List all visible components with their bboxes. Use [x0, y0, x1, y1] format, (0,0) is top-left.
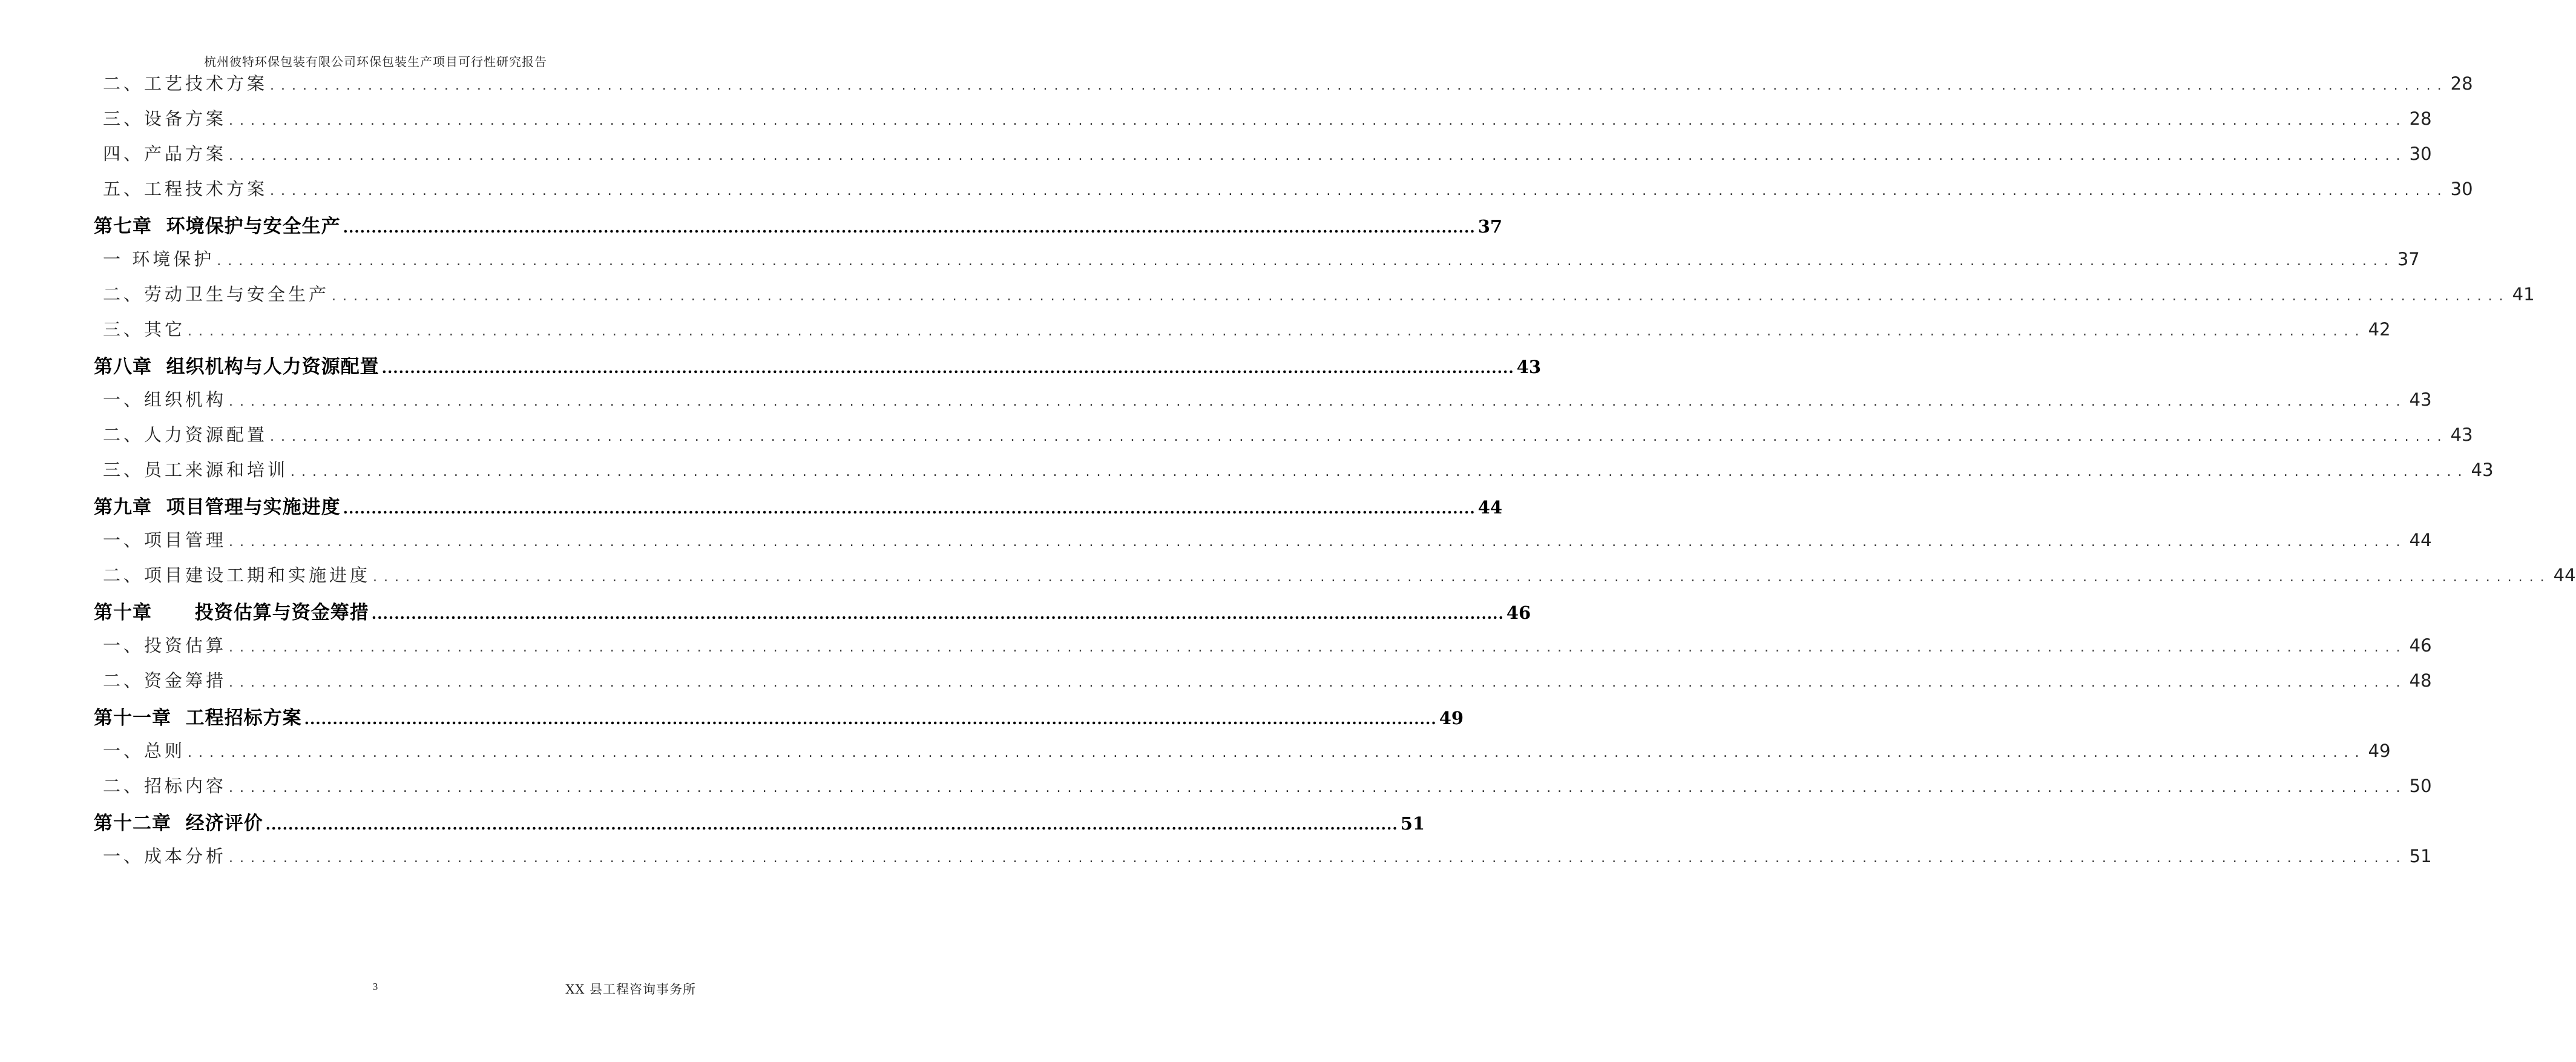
toc-chapter-label: 第八章 组织机构与人力资源配置	[94, 356, 380, 378]
toc-leader-dots: ........................................................................................................................................................................................................	[343, 219, 1476, 236]
toc-entry-page: 44	[2409, 530, 2432, 550]
toc-leader-dots: ........................................................................................................................................................................................................	[229, 535, 2407, 550]
toc-entry[interactable]	[103, 386, 2432, 411]
toc-entry-page: 43	[2409, 389, 2432, 410]
toc-chapter-entry[interactable]	[94, 597, 1531, 624]
toc-entry-label: 一、成本分析	[103, 846, 227, 866]
toc-entry-label: 四、产品方案	[103, 143, 227, 164]
toc-entry[interactable]	[103, 527, 2432, 552]
toc-entry-label: 三、设备方案	[103, 108, 227, 129]
toc-leader-dots: ........................................................................................................................................................................................................	[217, 254, 2395, 269]
toc-entry-page: 41	[2512, 284, 2535, 305]
toc-entry-page: 51	[2409, 846, 2432, 866]
toc-entry-label: 一 环境保护	[103, 249, 215, 269]
toc-entry[interactable]	[103, 246, 2420, 271]
toc-entry-page: 37	[2397, 249, 2420, 269]
toc-leader-dots: ........................................................................................................................................................................................................	[373, 570, 2551, 585]
toc-chapter-page: 51	[1400, 813, 1425, 834]
toc-entry-page: 28	[2450, 73, 2473, 94]
toc-leader-dots: ........................................................................................................................................................................................................	[270, 429, 2448, 444]
toc-leader-dots: ........................................................................................................................................................................................................	[371, 605, 1504, 622]
toc-entry-label: 二、资金筹措	[103, 670, 227, 691]
toc-chapter-page: 37	[1477, 216, 1503, 237]
toc-leader-dots: ........................................................................................................................................................................................................	[265, 816, 1398, 833]
toc-leader-dots: ........................................................................................................................................................................................................	[291, 464, 2469, 480]
toc-chapter-page: 43	[1516, 357, 1542, 377]
toc-entry-label: 三、员工来源和培训	[103, 460, 289, 480]
toc-entry-label: 二、劳动卫生与安全生产	[103, 284, 330, 305]
toc-leader-dots: ........................................................................................................................................................................................................	[229, 113, 2407, 128]
toc-entry[interactable]	[103, 632, 2432, 657]
toc-chapter-entry[interactable]	[94, 808, 1425, 835]
toc-entry-page: 43	[2471, 460, 2494, 480]
toc-entry-label: 二、招标内容	[103, 776, 227, 796]
toc-leader-dots: ........................................................................................................................................................................................................	[229, 675, 2407, 690]
toc-entry-page: 28	[2409, 108, 2432, 129]
toc-entry-page: 49	[2368, 740, 2391, 761]
toc-entry-label: 五、工程技术方案	[103, 179, 268, 199]
page-header-title: 杭州彼特环保包装有限公司环保包装生产项目可行性研究报告	[204, 54, 547, 69]
toc-entry[interactable]	[103, 140, 2432, 165]
toc-entry-label: 一、投资估算	[103, 635, 227, 656]
toc-entry[interactable]	[103, 843, 2432, 868]
toc-chapter-page: 49	[1439, 708, 1464, 728]
toc-chapter-entry[interactable]	[94, 351, 1542, 378]
toc-entry[interactable]	[103, 281, 2535, 306]
toc-leader-dots: ........................................................................................................................................................................................................	[229, 780, 2407, 796]
toc-leader-dots: ........................................................................................................................................................................................................	[229, 851, 2407, 866]
toc-leader-dots: ........................................................................................................................................................................................................	[270, 183, 2448, 199]
toc-chapter-entry[interactable]	[94, 211, 1503, 238]
toc-entry[interactable]	[103, 773, 2432, 797]
toc-chapter-page: 44	[1477, 497, 1503, 518]
toc-entry-label: 二、人力资源配置	[103, 424, 268, 445]
toc-leader-dots: ........................................................................................................................................................................................................	[188, 745, 2366, 760]
toc-entry-page: 50	[2409, 776, 2432, 796]
toc-entry[interactable]	[103, 562, 2576, 587]
toc-entry-label: 一、总则	[103, 740, 186, 761]
toc-chapter-label: 第十章 投资估算与资金筹措	[94, 602, 369, 624]
toc-entry[interactable]	[103, 316, 2391, 341]
page-number: 3	[372, 981, 378, 992]
toc-entry-page: 30	[2450, 179, 2473, 199]
toc-chapter-page: 46	[1506, 602, 1531, 623]
toc-leader-dots: ........................................................................................................................................................................................................	[304, 710, 1437, 728]
toc-entry[interactable]	[103, 421, 2473, 446]
toc-entry[interactable]	[103, 667, 2432, 692]
toc-entry[interactable]	[103, 176, 2473, 200]
toc-entry[interactable]	[103, 70, 2473, 95]
toc-entry[interactable]	[103, 737, 2391, 762]
toc-leader-dots: ........................................................................................................................................................................................................	[229, 148, 2407, 163]
toc-leader-dots: ........................................................................................................................................................................................................	[229, 640, 2407, 655]
toc-entry-label: 三、其它	[103, 319, 186, 340]
toc-entry-page: 48	[2409, 670, 2432, 691]
toc-entry-label: 二、工艺技术方案	[103, 73, 268, 94]
toc-chapter-label: 第十二章 经济评价	[94, 813, 263, 834]
toc-leader-dots: ........................................................................................................................................................................................................	[270, 78, 2448, 93]
toc-leader-dots: ........................................................................................................................................................................................................	[343, 500, 1476, 517]
toc-entry-label: 一、组织机构	[103, 389, 227, 410]
toc-chapter-label: 第十一章 工程招标方案	[94, 707, 302, 729]
toc-entry[interactable]	[103, 105, 2432, 130]
toc-entry-page: 44	[2553, 565, 2576, 585]
toc-entry-page: 43	[2450, 424, 2473, 445]
toc-leader-dots: ........................................................................................................................................................................................................	[229, 394, 2407, 409]
toc-entry-label: 二、项目建设工期和实施进度	[103, 565, 371, 585]
toc-chapter-entry[interactable]	[94, 492, 1503, 519]
toc-entry[interactable]	[103, 457, 2494, 481]
footer-organization: XX 县工程咨询事务所	[565, 982, 696, 997]
toc-leader-dots: ........................................................................................................................................................................................................	[381, 359, 1514, 377]
toc-entry-label: 一、项目管理	[103, 530, 227, 550]
toc-leader-dots: ........................................................................................................................................................................................................	[332, 289, 2510, 304]
toc-entry-page: 30	[2409, 143, 2432, 164]
toc-chapter-label: 第九章 项目管理与实施进度	[94, 496, 341, 518]
toc-chapter-label: 第七章 环境保护与安全生产	[94, 216, 341, 237]
toc-entry-page: 42	[2368, 319, 2391, 340]
toc-leader-dots: ........................................................................................................................................................................................................	[188, 324, 2366, 339]
toc-entry-page: 46	[2409, 635, 2432, 656]
toc-chapter-entry[interactable]	[94, 702, 1464, 730]
